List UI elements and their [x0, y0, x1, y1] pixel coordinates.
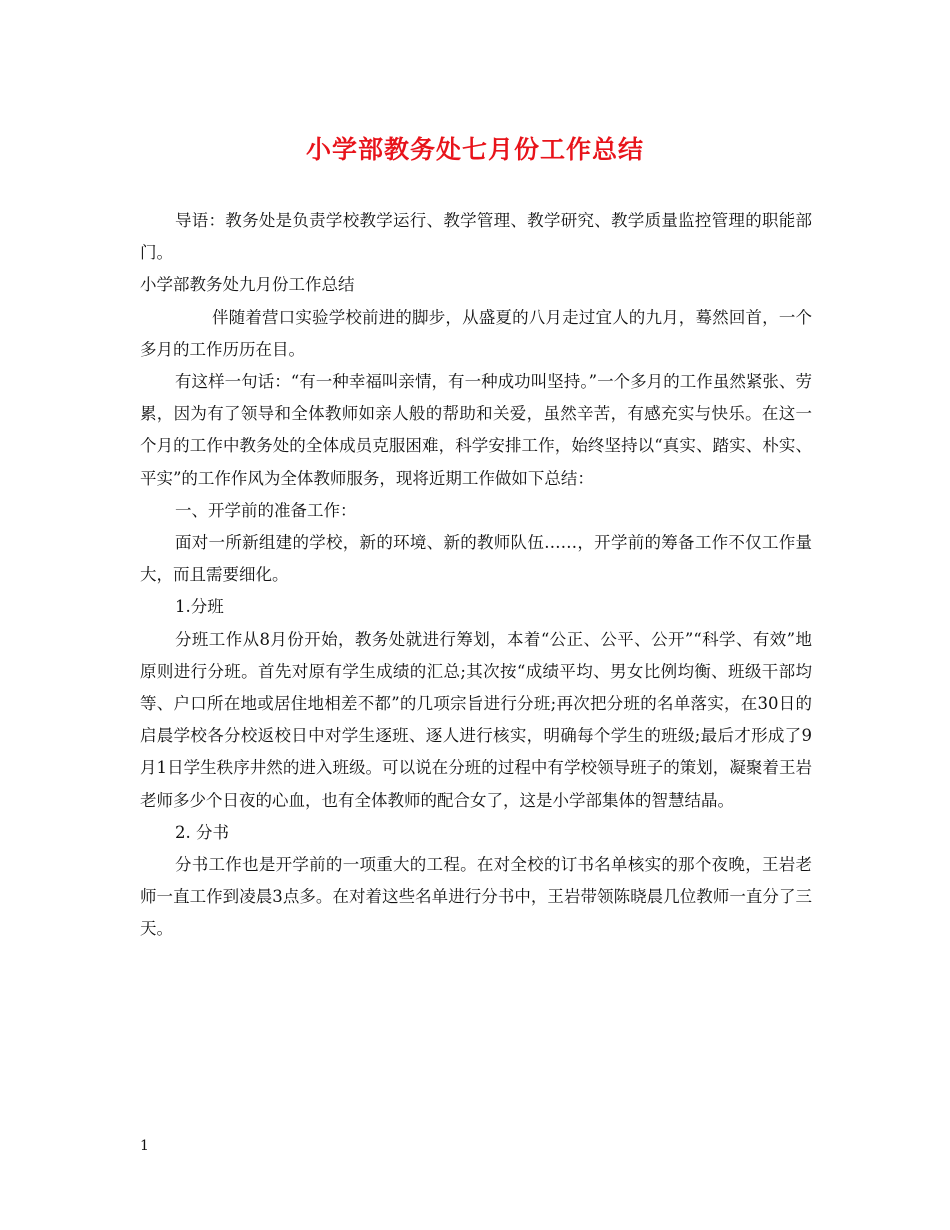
document-title: 小学部教务处七月份工作总结	[305, 135, 644, 164]
subheading-class-division: 1.分班	[175, 597, 224, 617]
paragraph-opening: 伴随着营口实验学校前进的脚步，从盛夏的八月走过宜人的九月，蓦然回首，一个多月的工作历历在目。	[140, 307, 812, 359]
paragraph-book-distribution: 分书工作也是开学前的一项重大的工程。在对全校的订书名单核实的那个夜晚，王岩老师一直工作到凌晨3点多。在对着这些名单进行分书中，王岩带领陈晓晨几位教师一直分了三天。	[140, 855, 812, 939]
section-heading-preparation: 一、开学前的准备工作：	[175, 500, 357, 520]
paragraph-intro: 导语：教务处是负责学校教学运行、教学管理、教学研究、教学质量监控管理的职能部门。	[140, 211, 812, 263]
paragraph-subtitle: 小学部教务处九月份工作总结	[140, 275, 355, 295]
paragraph-class-division: 分班工作从8月份开始，教务处就进行筹划，本着“公正、公平、公开”“科学、有效”地原则进行分班。首先对原有学生成绩的汇总;其次按“成绩平均、男女比例均衡、班级干部均等、户口所在地或居住地相差不都”的几项宗旨进行分班;再次把分班的名单落实，在30日的启晨学校各分校返校日中对学生逐班、逐人进行核实，明确每个学生的班级;最后才形成了9月1日学生秩序井然的进入班级。可以说在分班的过程中有学校领导班子的策划，凝聚着王岩老师多少个日夜的心血，也有全体教师的配合女了，这是小学部集体的智慧结晶。	[140, 629, 812, 810]
subheading-book-distribution: 2. 分书	[175, 822, 229, 842]
page-number: 1	[140, 1138, 149, 1154]
paragraph-summary: 有这样一句话：“有一种幸福叫亲情，有一种成功叫坚持。”一个多月的工作虽然紧张、劳累，因为有了领导和全体教师如亲人般的帮助和关爱，虽然辛苦，有感充实与快乐。在这一个月的工作中教务处的全体成员克服困难，科学安排工作，始终坚持以“真实、踏实、朴实、平实”的工作作风为全体教师服务，现将近期工作做如下总结：	[140, 372, 812, 488]
paragraph-preparation: 面对一所新组建的学校，新的环境、新的教师队伍……，开学前的筹备工作不仅工作量大，而且需要细化。	[140, 533, 812, 585]
document-body	[140, 205, 812, 946]
